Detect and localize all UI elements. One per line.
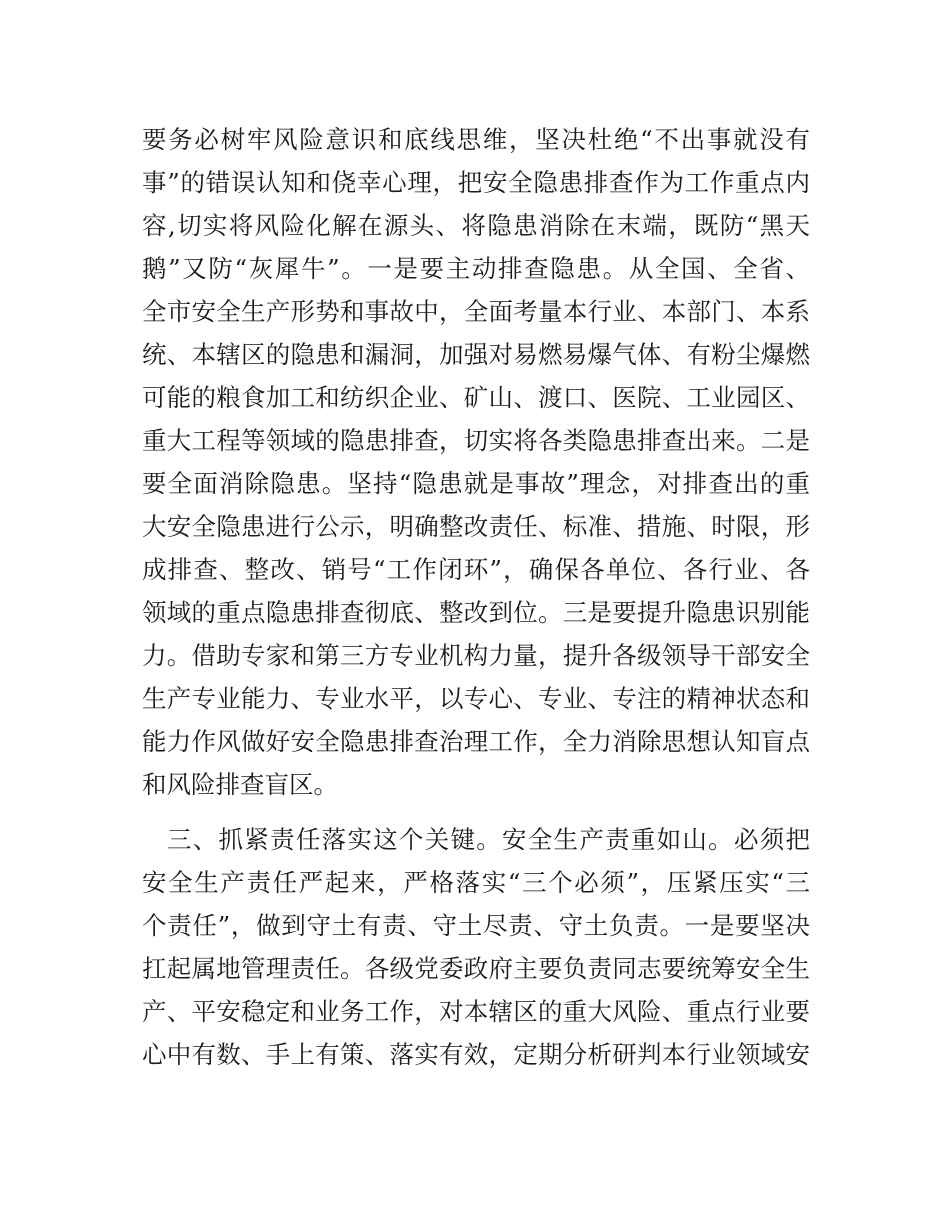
paragraph-1-line-3: 容,切实将风险化解在源头、将隐患消除在末端，既防“黑天 (142, 211, 810, 240)
paragraph-1-line-14: 生产专业能力、专业水平，以专心、专业、专注的精神状态和 (142, 684, 810, 713)
paragraph-2-line-2: 安全生产责任严起来，严格落实“三个必须”，压紧压实“三 (142, 868, 810, 897)
paragraph-1-line-15: 能力作风做好安全隐患排查治理工作，全力消除思想认知盲点 (142, 727, 810, 756)
paragraph-1-line-16: 和风险排查盲区。 (142, 770, 338, 799)
paragraph-1-line-1: 要务必树牢风险意识和底线思维，坚决杜绝“不出事就没有 (142, 125, 810, 154)
paragraph-1-line-4: 鹅”又防“灰犀牛”。一是要主动排查隐患。从全国、全省、 (142, 254, 810, 283)
paragraph-1-line-6: 统、本辖区的隐患和漏洞，加强对易燃易爆气体、有粉尘爆燃 (142, 340, 810, 369)
paragraph-2-line-1: 三、抓紧责任落实这个关键。安全生产责重如山。必须把 (167, 825, 810, 854)
paragraph-1-line-8: 重大工程等领域的隐患排查，切实将各类隐患排查出来。二是 (142, 426, 810, 455)
paragraph-1-line-7: 可能的粮食加工和纺织企业、矿山、渡口、医院、工业园区、 (142, 383, 810, 412)
paragraph-1-line-9: 要全面消除隐患。坚持“隐患就是事故”理念，对排查出的重 (142, 469, 810, 498)
paragraph-1-line-5: 全市安全生产形势和事故中，全面考量本行业、本部门、本系 (142, 297, 810, 326)
paragraph-1-line-13: 力。借助专家和第三方专业机构力量，提升各级领导干部安全 (142, 641, 810, 670)
paragraph-2-line-6: 心中有数、手上有策、落实有效，定期分析研判本行业领域安 (142, 1040, 810, 1069)
paragraph-2-line-4: 扛起属地管理责任。各级党委政府主要负责同志要统筹安全生 (142, 954, 810, 983)
paragraph-2-line-3: 个责任”，做到守土有责、守土尽责、守土负责。一是要坚决 (142, 911, 810, 940)
paragraph-1-line-11: 成排查、整改、销号“工作闭环”，确保各单位、各行业、各 (142, 555, 810, 584)
paragraph-1-line-10: 大安全隐患进行公示，明确整改责任、标准、措施、时限，形 (142, 512, 810, 541)
paragraph-1-line-2: 事”的错误认知和侥幸心理，把安全隐患排查作为工作重点内 (142, 168, 810, 197)
paragraph-2-line-5: 产、平安稳定和业务工作，对本辖区的重大风险、重点行业要 (142, 997, 810, 1026)
paragraph-1-line-12: 领域的重点隐患排查彻底、整改到位。三是要提升隐患识别能 (142, 598, 810, 627)
